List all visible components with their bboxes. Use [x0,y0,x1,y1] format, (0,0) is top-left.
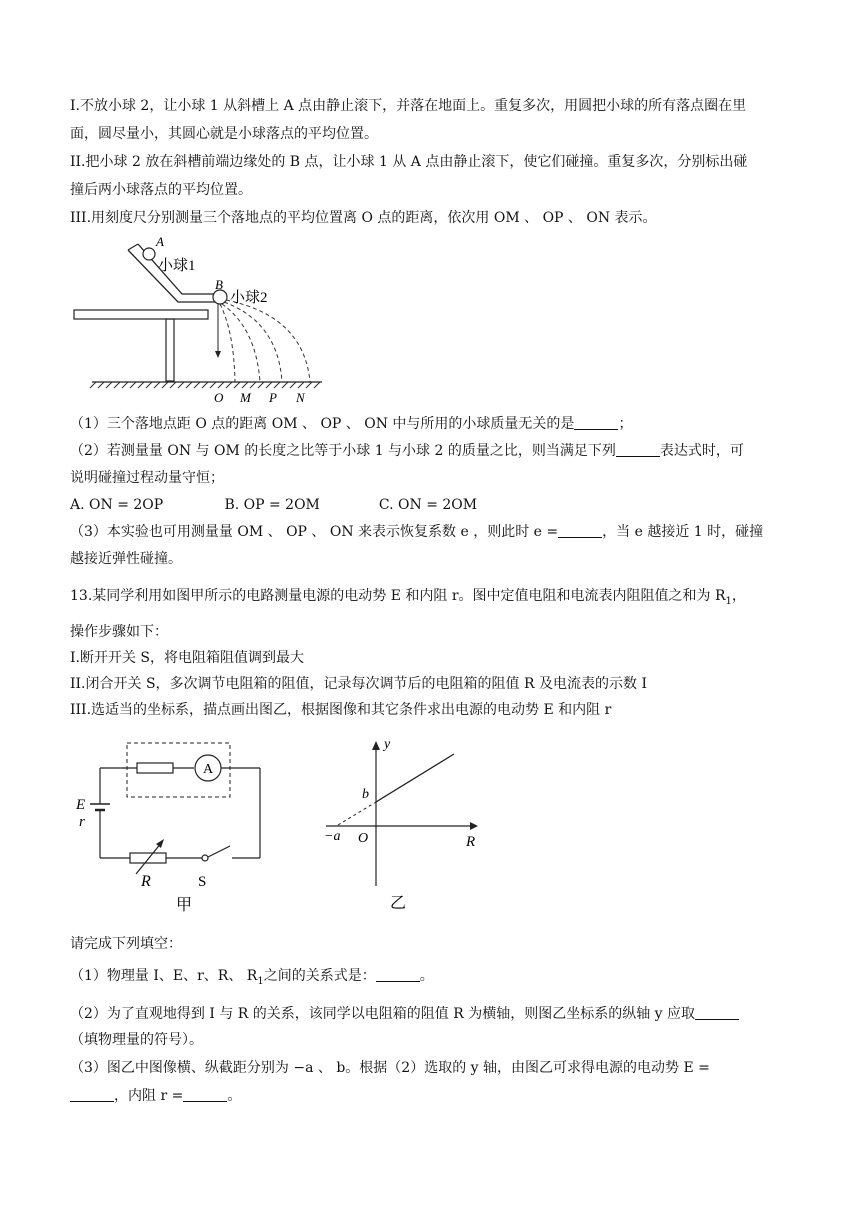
point-O: O [214,390,224,405]
question-12-1: （1）三个落地点距 O 点的距离 OM 、 OP 、 ON 中与所用的小球质量无关的是 ； [70,416,633,432]
answer-blank-13-1[interactable] [376,967,420,982]
question-13-step1: I.断开开关 S，将电阻箱阻值调到最大 [70,650,305,666]
svg-text:R: R [466,834,476,850]
svg-text:S: S [198,874,207,890]
caption-jia: 甲 [176,897,193,914]
svg-text:b: b [362,787,369,802]
point-P: P [269,390,277,405]
question-13-step2: II.闭合开关 S，多次调节电阻箱的阻值，记录每次调节后的电阻箱的阻值 R 及电流表的示数 I [70,676,647,692]
question-12-2-cont: 说明碰撞过程动量守恒； [70,470,224,486]
answer-blank-12-1[interactable] [574,415,618,430]
point-N: N [296,390,305,405]
question-12-2: （2）若测量量 ON 与 OM 的长度之比等于小球 1 与小球 2 的质量之比，则当满足下列 表达式时，可 [70,443,744,459]
svg-text:R: R [141,873,151,890]
option-C[interactable]: C. ON = 2OM [378,497,478,513]
question-13-intro2: 操作步骤如下： [70,624,168,640]
question-13-3-cont: ，内阻 r = 。 [70,1086,790,1106]
step-2-line2: 撞后两小球落点的平均位置。 [70,182,252,198]
svg-text:y: y [384,737,391,752]
graph-figure [318,736,498,920]
step-2-line1: II.把小球 2 放在斜槽前端边缘处的 B 点，让小球 1 从 A 点由静止滚下，使它们碰撞。重复多次，分别标出碰 [70,154,748,170]
svg-text:−a: −a [324,829,341,844]
fill-prompt: 请完成下列填空： [70,936,182,952]
step-1-line2: 面，圆尽量小，其圆心就是小球落点的平均位置。 [70,126,378,142]
options-row [70,495,790,515]
resistance-box-icon [130,853,166,863]
point-M: M [240,390,251,405]
label-ball-2: 小球2 [230,290,268,306]
question-13-step3: III.选适当的坐标系，描点画出图乙，根据图像和其它条件求出电源的电动势 E 和内阻 r [70,702,612,718]
question-12-3: （3）本实验也可用测量量 OM 、 OP 、 ON 来表示恢复系数 e ，则此时 e = ，当 e 越接近 1 时，碰撞 [70,524,764,540]
collision-apparatus-figure [70,232,350,410]
question-13-3: （3）图乙中图像横、纵截距分别为 −a 、 b。根据（2）选取的 y 轴，由图乙可求得电源的电动势 E = [70,1060,710,1076]
circuit-diagram [70,738,280,918]
option-B[interactable]: B. OP = 2OM [224,497,320,513]
question-12-3-cont: 越接近弹性碰撞。 [70,551,182,567]
svg-text:E: E [76,797,86,813]
question-13-1: （1）物理量 I、E、r、R、 $R_1$之间的关系式是： 。 [70,968,434,987]
svg-text:A: A [203,762,214,777]
question-13-2: （2）为了直观地得到 I 与 R 的关系，该同学以电阻箱的阻值 R 为横轴，则图乙坐标系的纵轴 y 应取 [70,1004,790,1024]
step-3-line: III.用刻度尺分别测量三个落地点的平均位置离 O 点的距离，依次用 OM 、 OP 、 ON 表示。 [70,210,657,226]
answer-blank-13-2[interactable] [695,1005,739,1020]
question-13-2-cont: （填物理量的符号）。 [70,1032,203,1048]
caption-yi: 乙 [390,895,407,912]
svg-text:r: r [79,814,85,830]
answer-blank-12-2[interactable] [616,442,660,457]
question-13-intro: 13.某同学利用如图甲所示的电路测量电源的电动势 E 和内阻 r。图中定值电阻和电流表内阻阻值之和为 $R_1$， [70,588,746,607]
answer-blank-13-3-E[interactable] [70,1087,114,1102]
option-A[interactable]: A. ON = 2OP [70,497,164,513]
label-B: B [215,277,223,292]
switch-icon [202,855,208,861]
ball-1 [143,248,155,260]
step-1-line1: I.不放小球 2，让小球 1 从斜槽上 A 点由静止滚下，并落在地面上。重复多次，用圆把小球的所有落点圈在里 [70,98,747,114]
graph-line [376,754,454,802]
answer-blank-13-3-r[interactable] [183,1087,227,1102]
label-ball-1: 小球1 [158,258,196,274]
answer-blank-12-3[interactable] [558,523,602,538]
label-A: A [156,234,164,249]
svg-text:O: O [358,831,369,846]
